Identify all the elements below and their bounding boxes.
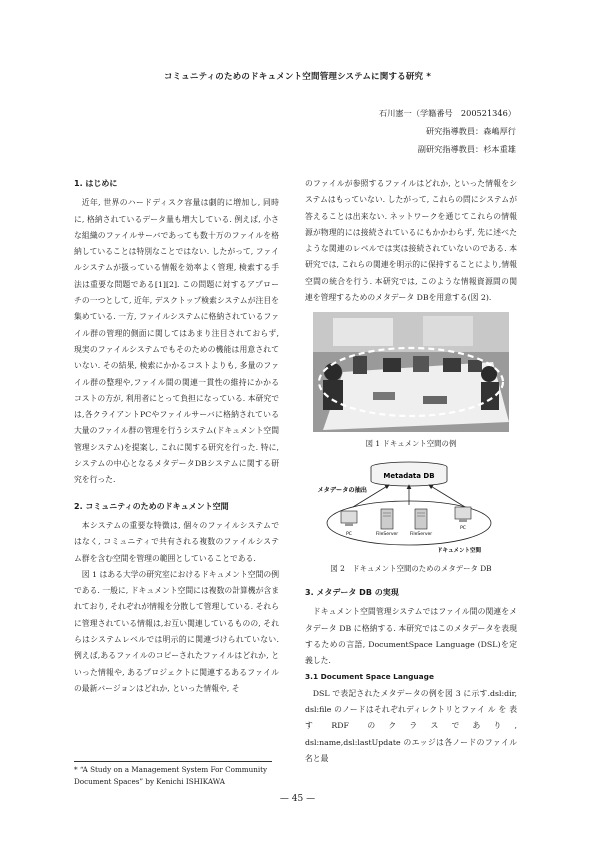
- text-line: ための機能は用意されていない. その結果, 検索: [74, 344, 280, 371]
- footnote-rule: [74, 761, 272, 762]
- text-line: の問にシステムが答えることは出来ない. ネットワー: [305, 195, 517, 221]
- figure-2-diagram: [305, 457, 517, 557]
- text-line: メタデータを表現するための言語, Document: [305, 623, 517, 649]
- advisor: 研究指導教員：森嶋厚行: [425, 126, 516, 136]
- text-line: が, 利用者にとって負担になっている. 本研究では,: [74, 393, 279, 420]
- text-line: ているファイル群の管理的側面に関してはあまり注: [74, 312, 280, 338]
- text-line: のファイルが参照するファイルはどれか, といった: [305, 179, 486, 188]
- text-line: を行った. 特に, システムの中心となるメタデータ: [74, 442, 280, 469]
- text-line: クを通じてこれらの情報源が物理的には接続され: [305, 211, 517, 237]
- text-line: る. 例えば, 小さな組織のファイルサーバであって: [74, 214, 279, 240]
- text-line: ルの最新バージョンはどれか, といった情報や, そ: [74, 667, 279, 693]
- text-line: ステムではなく, コミュニティで共有される複数のフ: [74, 520, 279, 547]
- right-paragraph-1: [305, 176, 517, 306]
- text-line: を集めている. 一方, ファイルシステムに格納され: [74, 296, 280, 322]
- right-column: [305, 176, 517, 767]
- text-line: 一つとして, 近年, デスクトップ検索システムが注目: [89, 296, 272, 306]
- text-line: dsl:dir, dsl:file のノードはそれぞれディレクトリとファ: [305, 688, 517, 715]
- text-line: った情報や, あるプロジェクトに関連するあるファイ: [82, 667, 272, 677]
- server1-label: FileServer: [375, 531, 399, 537]
- text-line: ァイルシステム群を含む空間を管理の範囲として: [74, 537, 279, 563]
- pc-right-label: PC: [460, 525, 466, 531]
- section3-heading: 3. メタデータ DB の実現: [305, 587, 399, 597]
- text-line: 本システムの重要な特徴は, 個々のファイルシ: [81, 520, 248, 530]
- text-line: 目されておらず, 現実のファイルシステムでもその: [74, 328, 279, 354]
- author-block: [379, 104, 516, 158]
- footnote: [74, 764, 304, 788]
- text-line: 問題である[1][2]. この問題に対するアプローチの: [74, 279, 280, 306]
- text-line: ベルでは実は接続されていないのである. 本研究: [305, 244, 517, 270]
- text-line: 情報をシステムはもっていない. したがって, これら: [305, 179, 517, 205]
- text-line: して管理している. それらに管理されている情報は,: [74, 602, 279, 628]
- text-line: の計算機が含まれており, それぞれが情報を分散: [74, 586, 280, 612]
- pc-left-label: PC: [346, 531, 352, 537]
- text-line: とではない. したがって, ファイルシステムが扱って: [74, 247, 280, 273]
- text-line: にかかるコストよりも, 多量のファイル群の整理や,: [74, 361, 279, 387]
- text-line: を用意する(図 2).: [428, 293, 492, 303]
- pc-icon: [455, 507, 471, 519]
- paper-title: コミュニティのためのドキュメント空間管理システムに関する研究 *: [163, 72, 432, 82]
- footnote-line: Document Spaces” by Kenichi ISHIKAWA: [74, 777, 225, 786]
- space-label: ドキュメント空間: [436, 547, 481, 554]
- section3-paragraph: [305, 604, 517, 669]
- section2-paragraph-2: [74, 567, 279, 697]
- text-line: DBシステムに関する研究を行った.: [74, 459, 280, 485]
- section2-paragraph-1: [74, 518, 279, 567]
- subsection31-heading: 3.1 Document Space Language: [305, 672, 434, 682]
- text-line: 報資源間の関連を管理するためのメタデータ DB: [305, 276, 518, 303]
- text-line: る大量のファイル群の管理を行うシステム(ドキュメ: [74, 410, 279, 436]
- text-line: イ ル を 表 す RDF の ク ラ ス で あ り , dsl:name,: [305, 705, 518, 747]
- pc-icon: [341, 511, 357, 523]
- text-line: では, これらの関連を明示的に保持することにより,: [320, 260, 502, 270]
- text-line: 情報空間の統合を行う. 本研究では, このような情: [305, 260, 518, 286]
- server-icon: [415, 509, 427, 529]
- text-line: いる情報を効率よく管理, 検索する手法は重要な: [74, 263, 279, 289]
- section1-paragraph: [74, 195, 279, 488]
- text-line: 近年, 世界のハードディスク容量は劇的に増加: [81, 198, 250, 208]
- text-line: 図 1 はある大学の研究室におけるドキュメント空: [81, 569, 256, 579]
- server-icon: [381, 509, 393, 529]
- text-line: ファイル間の関連一貫性の維持にかかるコストの方: [74, 377, 280, 403]
- text-line: 関連をメタデータ DB に格納する. 本研究ではこの: [305, 607, 518, 633]
- co-advisor: 副研究指導教員：杉本重雄: [417, 144, 516, 154]
- text-line: DSL で表記されたメタデータの例を図 3 に示す.: [312, 688, 491, 698]
- text-line: 各クライアントPCやファイルサーバに格納されてい: [84, 410, 272, 420]
- section2-heading: 2. コミュニティのためのドキュメント空間: [74, 501, 229, 511]
- page-number: — 45 —: [279, 794, 316, 804]
- metadata-db-diagram: [305, 457, 517, 557]
- text-line: ているにもかかわらず, 先に述べたような関連のレ: [305, 227, 517, 254]
- text-line: お互い関連しているものの, それらはシステムレベ: [74, 618, 279, 645]
- text-line: いることである.: [198, 553, 256, 563]
- author-name: 石川憲一（学籍番号 200521346）: [379, 108, 516, 118]
- text-line: Space Language (DSL)を定義した.: [305, 639, 517, 666]
- left-column: [74, 176, 279, 697]
- section1-heading: 1. はじめに: [74, 179, 118, 188]
- server2-label: FileServer: [409, 531, 433, 537]
- text-line: し, 同時に, 格納されているデータ量も増大してい: [74, 198, 279, 224]
- figure-1-caption: 図 1 ドキュメント空間の例: [365, 439, 457, 449]
- text-line: dsl:lastUpdate のエッジは各ノードのファイル名と最: [305, 737, 517, 763]
- text-line: も数十万のファイルを格納していることは特別なこ: [74, 230, 280, 257]
- text-line: ント空間管理システム)を提案し, これに関する研究: [74, 426, 280, 452]
- footnote-line: * “A Study on a Management System For Community: [74, 765, 268, 774]
- lab-photo-illustration: [313, 312, 509, 432]
- text-line: ルでは明示的に関連づけられていない. 例えば,: [74, 635, 279, 661]
- db-label: Metadata DB: [383, 471, 435, 480]
- figure-1-photo: [313, 312, 509, 432]
- figure-2-caption: 図 2 ドキュメント空間のためのメタデータ DB: [330, 563, 492, 573]
- text-line: 間の例である. 一般に, ドキュメント空間には複数: [74, 569, 279, 596]
- subsection31-paragraph: [305, 686, 517, 767]
- extract-label: メタデータの抽出: [317, 486, 367, 494]
- text-line: あるファイルのコピーされたファイルはどれか, とい: [74, 651, 279, 677]
- text-line: ドキュメント空間管理システムではファイル間の: [312, 607, 486, 617]
